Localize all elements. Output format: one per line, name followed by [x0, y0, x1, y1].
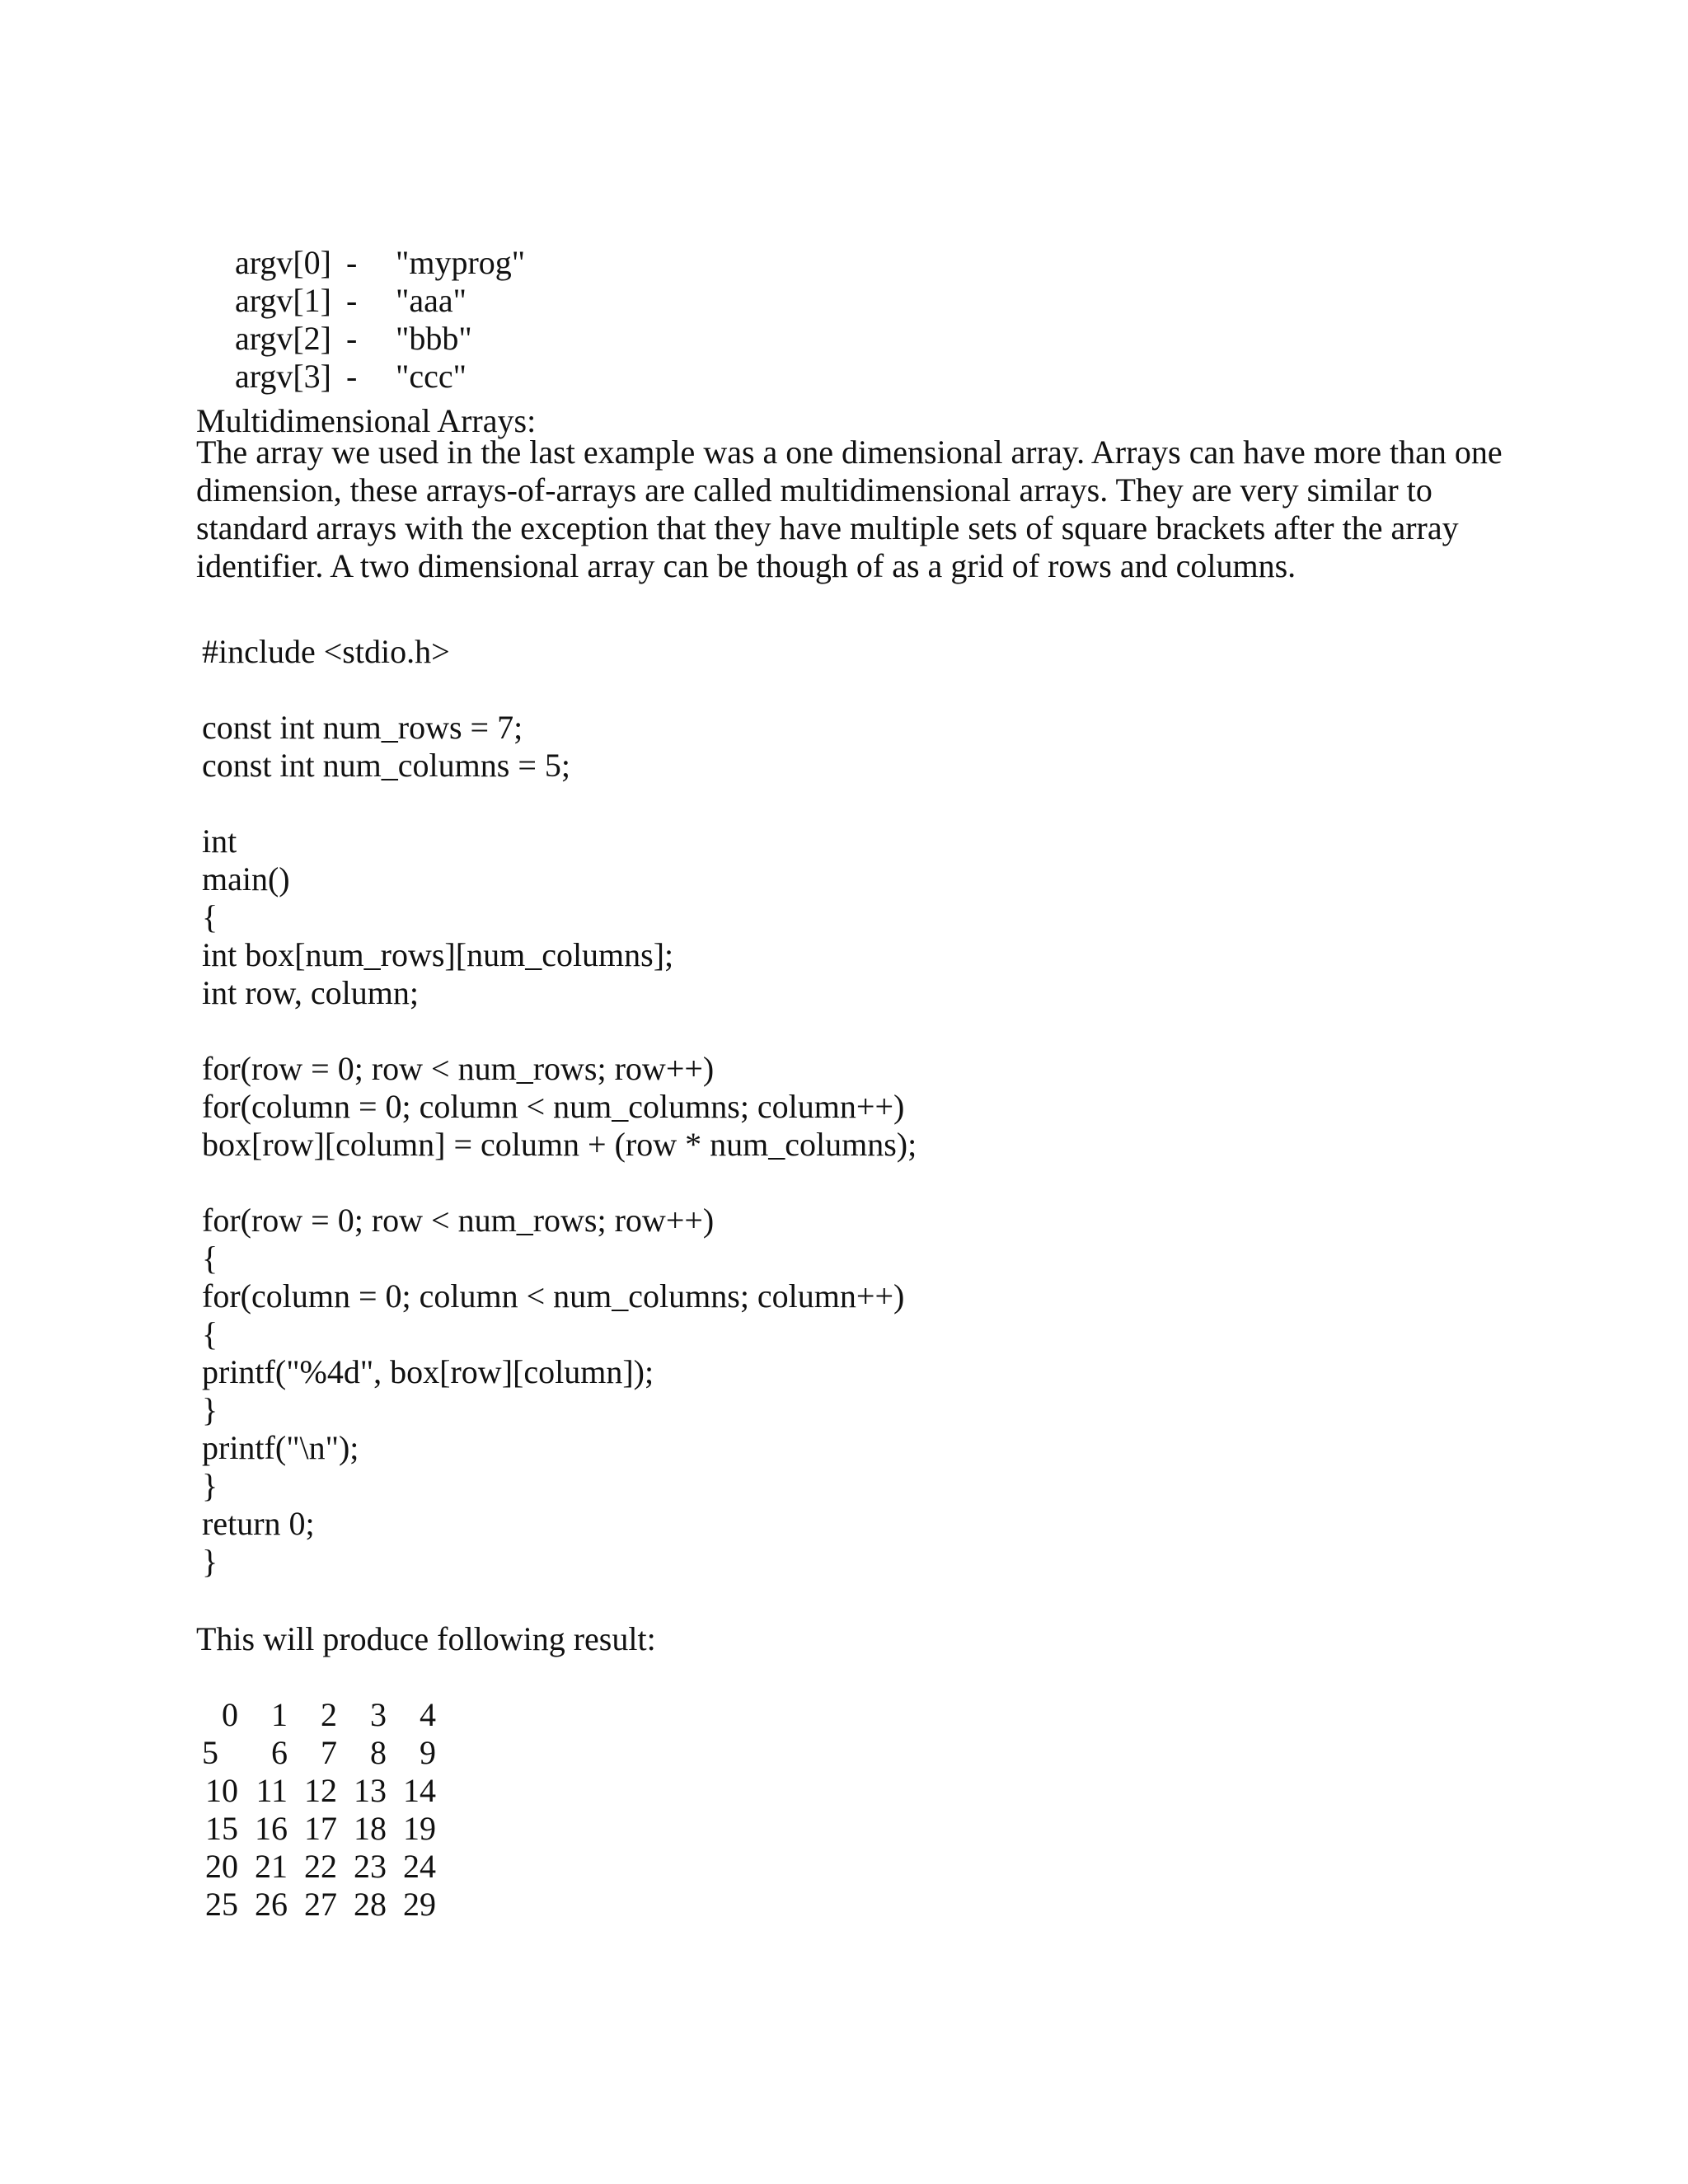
result-cell: 9 [420, 1734, 436, 1771]
code-open-brace: { [202, 1315, 218, 1352]
result-cell: 4 [420, 1696, 436, 1733]
result-cell: 13 [354, 1772, 387, 1809]
code-open-brace: { [202, 1240, 218, 1277]
result-cell: 23 [354, 1848, 387, 1885]
code-decl-row-column: int row, column; [202, 974, 419, 1011]
result-cell: 0 [222, 1696, 238, 1733]
code-close-brace: } [202, 1543, 218, 1580]
argv-key: argv[3] [235, 358, 331, 395]
argv-dash: - [346, 282, 358, 319]
result-cell: 29 [403, 1886, 436, 1923]
code-for-row: for(row = 0; row < num_rows; row++) [202, 1202, 715, 1239]
result-cell: 6 [271, 1734, 288, 1771]
code-for-row: for(row = 0; row < num_rows; row++) [202, 1050, 715, 1087]
code-main-signature: main() [202, 860, 290, 898]
result-row [202, 1886, 436, 1924]
code-for-column: for(column = 0; column < num_columns; column++) [202, 1088, 905, 1125]
code-assign-box: box[row][column] = column + (row * num_columns); [202, 1126, 917, 1163]
result-row [202, 1772, 436, 1810]
argv-key: argv[2] [235, 320, 331, 357]
result-cell: 27 [304, 1886, 337, 1923]
result-row [202, 1696, 436, 1734]
result-cell: 15 [205, 1810, 238, 1847]
paragraph-line: dimension, these arrays-of-arrays are called multidimensional arrays. They are very similar to [196, 471, 1432, 509]
result-cell: 2 [321, 1696, 337, 1733]
code-return: return 0; [202, 1505, 315, 1542]
argv-value: "aaa" [396, 282, 467, 319]
result-cell: 18 [354, 1810, 387, 1847]
result-cell: 3 [370, 1696, 387, 1733]
result-cell: 10 [205, 1772, 238, 1809]
result-cell: 19 [403, 1810, 436, 1847]
code-decl-box: int box[num_rows][num_columns]; [202, 936, 674, 973]
result-cell: 28 [354, 1886, 387, 1923]
result-cell: 24 [403, 1848, 436, 1885]
result-cell: 8 [370, 1734, 387, 1771]
section-heading: Multidimensional Arrays: [196, 402, 537, 439]
paragraph-line: standard arrays with the exception that they have multiple sets of square brackets after the array [196, 509, 1459, 546]
section-paragraph [196, 434, 1523, 585]
result-row [202, 1848, 436, 1886]
result-grid [202, 1696, 436, 1924]
result-cell: 25 [205, 1886, 238, 1923]
result-intro: This will produce following result: [196, 1620, 656, 1657]
code-const-rows: const int num_rows = 7; [202, 709, 523, 746]
code-printf-cell: printf("%4d", box[row][column]); [202, 1353, 654, 1390]
result-cell: 1 [271, 1696, 288, 1733]
code-close-brace: } [202, 1391, 218, 1428]
paragraph-line: The array we used in the last example was a one dimensional array. Arrays can have more than one [196, 434, 1503, 471]
result-cell: 7 [321, 1734, 337, 1771]
result-cell: 12 [304, 1772, 337, 1809]
result-cell: 5 [202, 1734, 218, 1771]
argv-key: argv[0] [235, 244, 331, 281]
result-cell: 14 [403, 1772, 436, 1809]
argv-value: "myprog" [396, 244, 526, 281]
result-cell: 20 [205, 1848, 238, 1885]
code-int-keyword: int [202, 823, 237, 860]
result-cell: 22 [304, 1848, 337, 1885]
argv-dash: - [346, 244, 358, 281]
code-printf-newline: printf("\n"); [202, 1429, 359, 1466]
result-cell: 16 [255, 1810, 288, 1847]
argv-value: "bbb" [396, 320, 472, 357]
result-cell: 11 [256, 1772, 288, 1809]
result-row [202, 1734, 436, 1772]
argv-dash: - [346, 320, 358, 357]
code-for-column: for(column = 0; column < num_columns; column++) [202, 1277, 905, 1315]
code-const-columns: const int num_columns = 5; [202, 747, 570, 784]
result-cell: 21 [255, 1848, 288, 1885]
result-row [202, 1810, 436, 1848]
argv-dash: - [346, 358, 358, 395]
paragraph-line: identifier. A two dimensional array can be though of as a grid of rows and columns. [196, 547, 1296, 584]
result-cell: 17 [304, 1810, 337, 1847]
code-close-brace: } [202, 1467, 218, 1504]
result-cell: 26 [255, 1886, 288, 1923]
argv-value: "ccc" [396, 358, 467, 395]
argv-key: argv[1] [235, 282, 331, 319]
code-include: #include <stdio.h> [202, 633, 450, 670]
code-open-brace: { [202, 898, 218, 935]
